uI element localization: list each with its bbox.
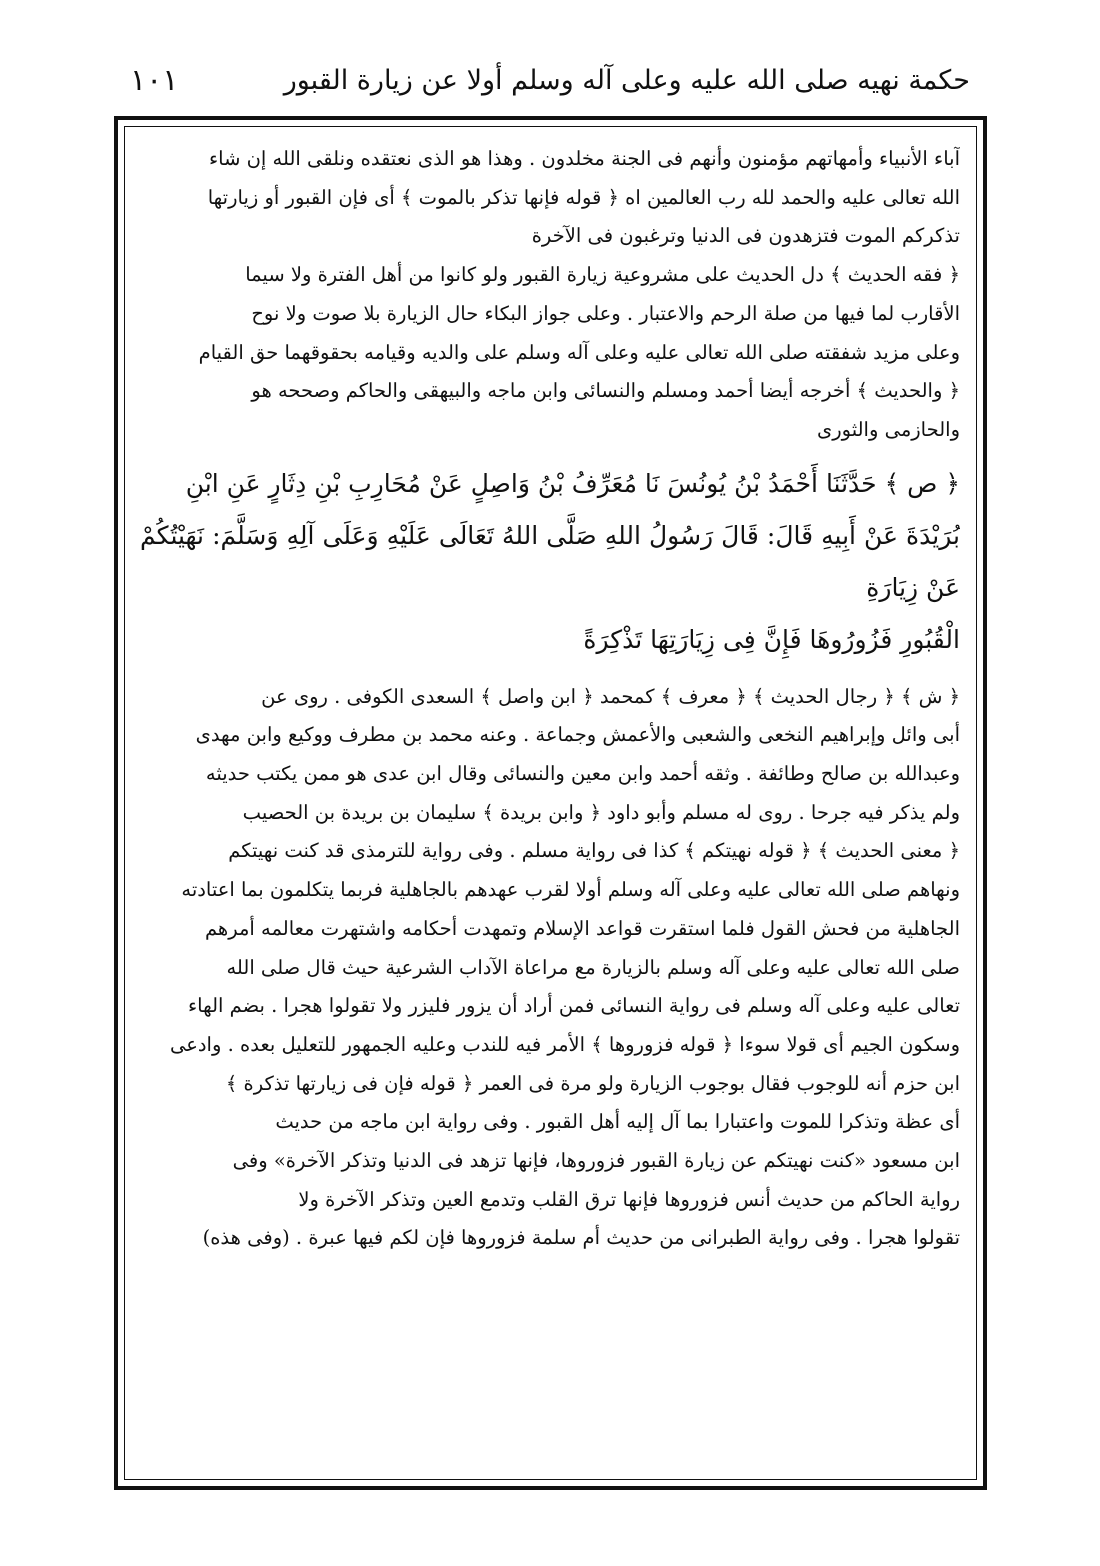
page-number: ١٠١ [130, 62, 179, 98]
hadith-line: الْقُبُورِ فَزُورُوهَا فَإِنَّ فِى زِيَارَتِهَا تَذْكِرَةً [583, 624, 960, 654]
fiqh-paragraph [140, 256, 960, 372]
text-line: رواية الحاكم من حديث أنس فزوروها فإنها ترق القلب وتدمع العين وتذكر الآخرة ولا [298, 1187, 960, 1211]
commentary-paragraph [140, 140, 960, 256]
text-line: تقولوا هجرا . وفى رواية الطبرانى من حديث أم سلمة فزوروها فإن لكم فيها عبرة . (وفى هذه) [202, 1226, 960, 1250]
text-line: الجاهلية من فحش القول فلما استقرت قواعد الإسلام وتمهدت أحكامه واشتهرت معالمه أمرهم [204, 916, 960, 940]
text-line: تذكركم الموت فتزهدون فى الدنيا وترغبون فى الآخرة [531, 224, 960, 248]
text-line: ابن مسعود «كنت نهيتكم عن زيارة القبور فزوروها، فإنها تزهد فى الدنيا وتذكر الآخرة» وفى [232, 1149, 960, 1173]
text-line: ﴿ معنى الحديث ﴾ ﴿ قوله نهيتكم ﴾ كذا فى رواية مسلم . وفى رواية للترمذى قد كنت نهيتكم [228, 839, 960, 863]
text-line: آباء الأنبياء وأمهاتهم مؤمنون وأنهم فى الجنة مخلدون . وهذا هو الذى نعتقده ونلقى الله إن شاء [208, 147, 960, 170]
text-line: صلى الله تعالى عليه وعلى آله وسلم بالزيارة مع مراعاة الآداب الشرعية حيث قال صلى الله [226, 955, 960, 979]
text-line: أبى وائل وإبراهيم النخعى والشعبى والأعمش وجماعة . وعنه محمد بن مطرف ووكيع وابن مهدى [195, 723, 960, 747]
text-line: وعبدالله بن صالح وطائفة . وثقه أحمد وابن معين والنسائى وقال ابن عدى هو ممن يكتب حديثه [205, 762, 960, 786]
meaning-paragraph [140, 832, 960, 1258]
page-body [140, 140, 960, 1470]
text-line: ﴿ والحديث ﴾ أخرجه أيضا أحمد ومسلم والنسائى وابن ماجه والبيهقى والحاكم وصححه هو [251, 379, 960, 403]
hadith-line: ﴿ ص ﴾ حَدَّثَنَا أَحْمَدُ بْنُ يُونُسَ نَا مُعَرِّفُ بْنُ وَاصِلٍ عَنْ مُحَارِبِ بْنِ دِثَارٍ عَنِ ابْنِ [185, 468, 960, 498]
text-line: ونهاهم صلى الله تعالى عليه وعلى آله وسلم أولا لقرب عهدهم بالجاهلية فربما يتكلمون بما اعتادته [181, 878, 960, 902]
text-line: والحازمى والثورى [816, 417, 960, 441]
text-line: الأقارب لما فيها من صلة الرحم والاعتبار . وعلى جواز البكاء حال الزيارة بلا صوت ولا نوح [251, 301, 960, 325]
text-line: ﴿ ش ﴾ ﴿ رجال الحديث ﴾ ﴿ معرف ﴾ كمحمد ﴿ ابن واصل ﴾ السعدى الكوفى . روى عن [261, 684, 960, 708]
takhrij-paragraph [140, 372, 960, 449]
text-line: أى عظة وتذكرا للموت واعتبارا بما آل إليه أهل القبور . وفى رواية ابن ماجه من حديث [275, 1110, 960, 1134]
text-line: ولم يذكر فيه جرحا . روى له مسلم وأبو داود ﴿ وابن بريدة ﴾ سليمان بن بريدة بن الحصيب [242, 800, 960, 824]
text-line: تعالى عليه وعلى آله وسلم فى رواية النسائى فمن أراد أن يزور فليزر ولا تقولوا هجرا . بضم الهاء [187, 994, 960, 1018]
text-line: وعلى مزيد شفقته صلى الله تعالى عليه وعلى آله وسلم على والديه وقيامه بحقوقهما حق القيام [198, 340, 960, 364]
narrators-paragraph [140, 678, 960, 833]
running-title: حكمة نهيه صلى الله عليه وعلى آله وسلم أولا عن زيارة القبور [283, 64, 970, 96]
hadith-text [140, 458, 960, 666]
text-line: ابن حزم أنه للوجوب فقال بوجوب الزيارة ولو مرة فى العمر ﴿ قوله فإن فى زيارتها تذكرة ﴾ [225, 1071, 960, 1095]
hadith-line: بُرَيْدَةَ عَنْ أَبِيهِ قَالَ: قَالَ رَسُولُ اللهِ صَلَّى اللهُ تَعَالَى عَلَيْهِ وَعَلَى آلِهِ وَسَلَّمَ: نَهَيْتُكُمْ عَنْ زِيَارَةِ [140, 520, 960, 602]
text-line: ﴿ فقه الحديث ﴾ دل الحديث على مشروعية زيارة القبور ولو كانوا من أهل الفترة ولا سيما [245, 263, 960, 287]
text-line: الله تعالى عليه والحمد لله رب العالمين اه ﴿ قوله فإنها تذكر بالموت ﴾ أى فإن القبور أو زيارتها [207, 185, 960, 209]
text-line: وسكون الجيم أى قولا سوءا ﴿ قوله فزوروها ﴾ الأمر فيه للندب وعليه الجمهور للتعليل بعده . وادعى [169, 1032, 960, 1056]
page-header [130, 52, 970, 108]
